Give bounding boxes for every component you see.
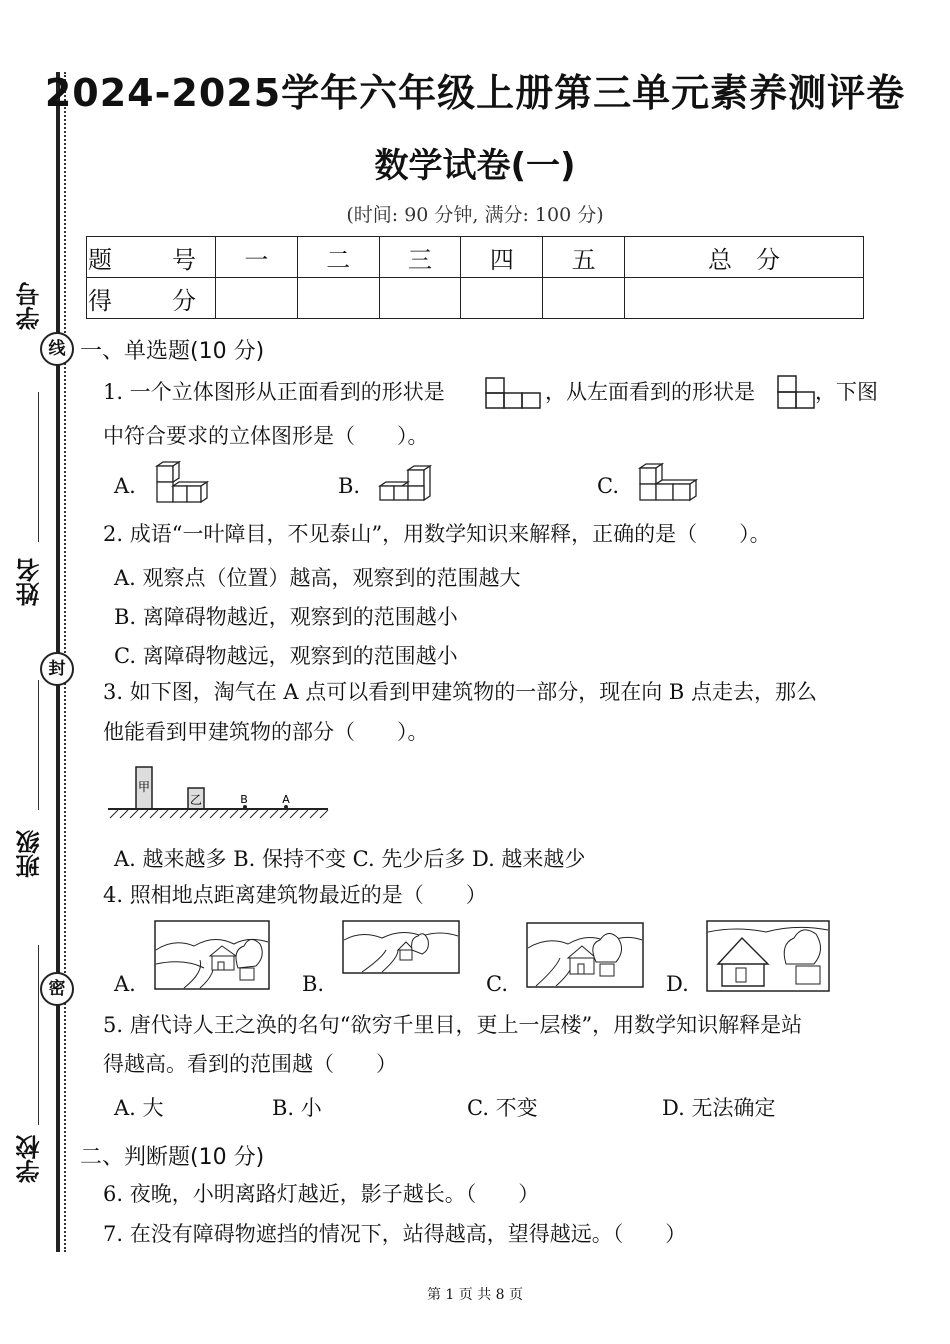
- class-label: 班级: [16, 830, 44, 878]
- q2-text: 2. 成语“一叶障目，不见泰山”，用数学知识来解释，正确的是（ ）。: [103, 522, 771, 546]
- score-table-cell: 二: [297, 237, 379, 278]
- q2-option-c[interactable]: C. 离障碍物越远，观察到的范围越小: [114, 644, 458, 668]
- exam-subtitle: 数学试卷(一): [374, 146, 576, 186]
- q3-line2: 他能看到甲建筑物的部分（ ）。: [103, 720, 429, 744]
- page-footer: 第 1 页 共 8 页: [426, 1287, 524, 1303]
- photo-d-figure: [706, 920, 830, 992]
- section2-heading: 二、判断题(10 分): [80, 1145, 265, 1170]
- student-id-label: 学号: [16, 282, 44, 330]
- score-input-cell[interactable]: [543, 278, 625, 319]
- q5-line2: 得越高。看到的范围越（ ）: [103, 1052, 397, 1076]
- q6-text: 6. 夜晚，小明离路灯越近，影子越长。（ ）: [103, 1182, 540, 1206]
- photo-a-figure: [154, 920, 270, 990]
- seal-circle-seal: 封: [40, 652, 74, 686]
- building-yi-label: 乙: [189, 793, 203, 807]
- front-view-figure: [485, 377, 541, 411]
- q4-text: 4. 照相地点距离建筑物最近的是（ ）: [103, 883, 487, 907]
- left-view-figure: [777, 375, 815, 409]
- q5-option-a[interactable]: A. 大: [114, 1096, 164, 1120]
- score-input-cell[interactable]: [297, 278, 379, 319]
- photo-c-figure: [526, 922, 644, 988]
- score-table-cell: 得 分: [87, 278, 216, 319]
- name-line: [38, 680, 39, 810]
- seal-circle-line: 线: [40, 332, 74, 366]
- score-table-cell: 三: [379, 237, 461, 278]
- q1-text-c: ，下图: [815, 380, 878, 404]
- student-id-line: [38, 392, 39, 542]
- q5-line1: 5. 唐代诗人王之涣的名句“欲穷千里目，更上一层楼”，用数学知识解释是站: [103, 1013, 803, 1037]
- class-line: [38, 945, 39, 1125]
- q7-text: 7. 在没有障碍物遮挡的情况下，站得越高，望得越远。（ ）: [103, 1222, 687, 1246]
- score-input-cell[interactable]: [216, 278, 298, 319]
- q3-options[interactable]: A. 越来越多 B. 保持不变 C. 先少后多 D. 越来越少: [114, 847, 586, 871]
- q1-text-line2: 中符合要求的立体图形是（ ）。: [103, 424, 429, 448]
- q2-option-b[interactable]: B. 离障碍物越近，观察到的范围越小: [114, 605, 458, 629]
- score-table-cell: 题 号: [87, 237, 216, 278]
- q1-text-b: ，从左面看到的形状是: [545, 380, 755, 404]
- point-b-label: B: [240, 793, 248, 806]
- score-table-header-row: [87, 237, 864, 278]
- photo-b-figure: [342, 920, 460, 974]
- q1-option-a[interactable]: A.: [114, 474, 136, 498]
- cube-figure-c: [638, 462, 700, 504]
- score-table-cell: 五: [543, 237, 625, 278]
- q4-option-b[interactable]: B.: [302, 972, 325, 996]
- q5-option-b[interactable]: B. 小: [272, 1096, 322, 1120]
- score-table-cell: 一: [216, 237, 298, 278]
- q3-line1: 3. 如下图，淘气在 A 点可以看到甲建筑物的一部分，现在向 B 点走去，那么: [103, 680, 818, 704]
- q4-option-c[interactable]: C.: [486, 972, 508, 996]
- score-input-cell[interactable]: [379, 278, 461, 319]
- score-table-cell: 总 分: [625, 237, 864, 278]
- building-jia-label: 甲: [137, 780, 151, 794]
- q4-option-a[interactable]: A.: [114, 972, 136, 996]
- exam-title: 2024-2025学年六年级上册第三单元素养测评卷: [44, 71, 906, 115]
- time-info: (时间: 90 分钟, 满分: 100 分): [346, 204, 604, 226]
- q1-option-c[interactable]: C.: [597, 474, 619, 498]
- q5-option-c[interactable]: C. 不变: [467, 1096, 538, 1120]
- q2-option-a[interactable]: A. 观察点（位置）越高，观察到的范围越大: [114, 566, 521, 590]
- score-input-cell[interactable]: [625, 278, 864, 319]
- q5-option-d[interactable]: D. 无法确定: [662, 1096, 776, 1120]
- q4-option-d[interactable]: D.: [666, 972, 689, 996]
- score-table: [86, 236, 864, 319]
- name-label: 姓名: [16, 558, 44, 606]
- seal-circle-secret: 密: [40, 972, 74, 1006]
- point-a-label: A: [282, 793, 290, 806]
- section1-heading: 一、单选题(10 分): [80, 339, 265, 364]
- score-table-cell: 四: [461, 237, 543, 278]
- score-table-score-row: [87, 278, 864, 319]
- q1-option-b[interactable]: B.: [338, 474, 361, 498]
- cube-figure-a: [155, 462, 211, 506]
- school-label: 学校: [16, 1135, 44, 1183]
- cube-figure-b: [378, 464, 434, 508]
- q1-text-a: 1. 一个立体图形从正面看到的形状是: [103, 380, 445, 404]
- score-input-cell[interactable]: [461, 278, 543, 319]
- q3-building-figure: [106, 764, 332, 822]
